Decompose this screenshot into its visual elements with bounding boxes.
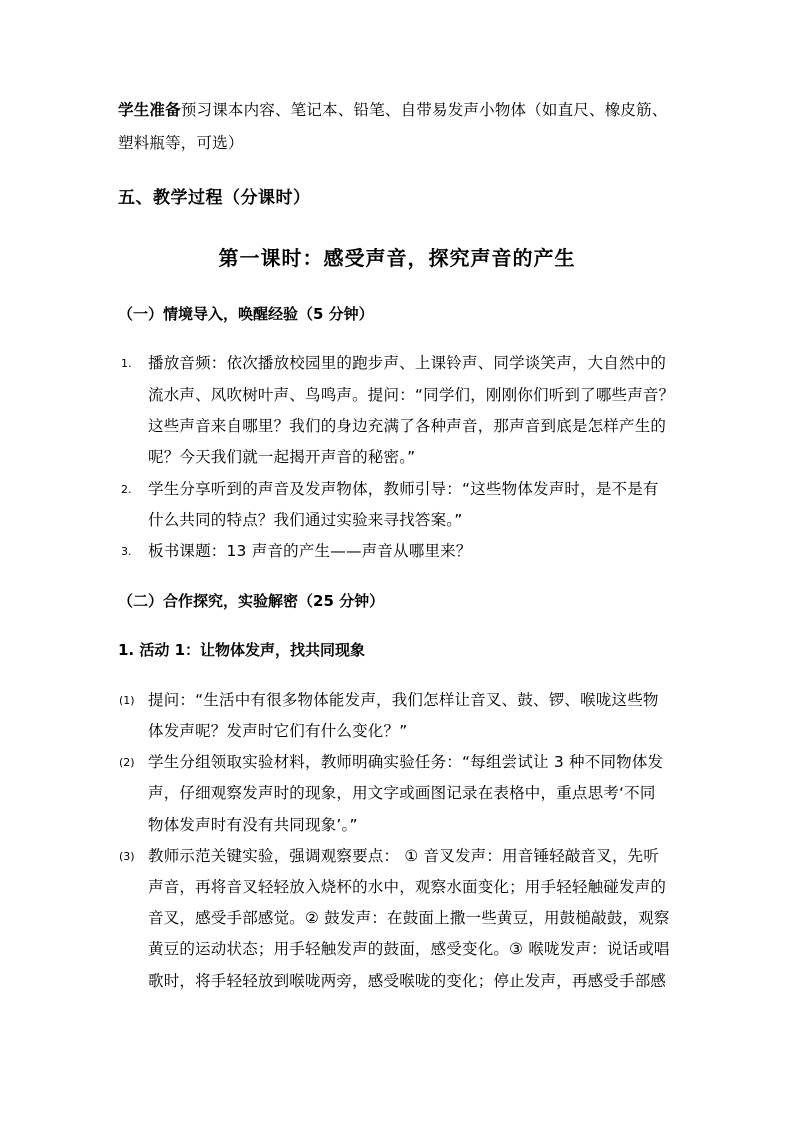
list-item-line: 这些声音来自哪里？我们的身边充满了各种声音，那声音到底是怎样产生的 [148, 417, 667, 435]
list-item-line: 教师示范关键实验，强调观察要点： ① 音叉发声：用音锤轻敲音叉，先听 [148, 847, 660, 865]
list-item-line: 呢？今天我们就一起揭开声音的秘密。” [148, 448, 416, 466]
lesson-1-title: 第一课时：感受声音，探究声音的产生 [218, 246, 576, 270]
list-item-line: 黄豆的运动状态；用手轻触发声的鼓面，感受变化。③ 喉咙发声：说话或唱 [148, 940, 670, 958]
part-1-heading: （一）情境导入，唤醒经验（5 分钟） [118, 305, 374, 323]
list-item-line: 物体发声时有没有共同现象’。” [148, 816, 358, 834]
list-item-line: 学生分享听到的声音及发声物体，教师引导：“这些物体发声时，是不是有 [148, 480, 659, 498]
list-item-line: 声，仔细观察发声时的现象，用文字或画图记录在表格中，重点思考‘不同 [148, 784, 656, 802]
list-number: 1. [121, 357, 132, 370]
list-number: (1) [119, 694, 135, 707]
list-item-line: 体发声呢？发声时它们有什么变化？” [148, 722, 408, 740]
list-item-line: 学生分组领取实验材料，教师明确实验任务：“每组尝试让 3 种不同物体发 [148, 753, 664, 771]
prep-text-1: 预习课本内容、笔记本、铅笔、自带易发声小物体（如直尺、橡皮筋、 [180, 101, 668, 119]
prep-line-1 [118, 100, 668, 120]
list-item-line: 歌时，将手轻轻放到喉咙两旁，感受喉咙的变化；停止发声，再感受手部感 [148, 972, 667, 990]
prep-label: 学生准备 [118, 101, 181, 119]
list-item-line: 提问：“生活中有很多物体能发声，我们怎样让音叉、鼓、锣、喉咙这些物 [148, 691, 659, 709]
list-number: (2) [119, 756, 135, 769]
prep-line-2: 塑料瓶等，可选） [118, 134, 244, 152]
list-item-line: 流水声、风吹树叶声、鸟鸣声。提问：“同学们，刚刚你们听到了哪些声音？ [148, 386, 675, 404]
part-2-heading: （二）合作探究，实验解密（25 分钟） [118, 592, 385, 610]
list-number: 2. [121, 483, 132, 496]
list-item-line: 什么共同的特点？我们通过实验来寻找答案。” [148, 511, 463, 529]
activity-1-heading: 1. 活动 1：让物体发声，找共同现象 [118, 641, 366, 659]
section-5-heading: 五、教学过程（分课时） [118, 188, 311, 208]
list-item-line: 板书课题：13 声音的产生——声音从哪里来？ [148, 542, 472, 560]
list-item-line: 声音，再将音叉轻轻放入烧杯的水中，观察水面变化；用手轻轻触碰发声的 [148, 878, 667, 896]
list-item-line: 播放音频：依次播放校园里的跑步声、上课铃声、同学谈笑声，大自然中的 [148, 354, 667, 372]
list-number: (3) [119, 850, 135, 863]
list-item-line: 音叉，感受手部感觉。② 鼓发声：在鼓面上撒一些黄豆，用鼓槌敲鼓，观察 [148, 909, 670, 927]
list-number: 3. [121, 545, 132, 558]
